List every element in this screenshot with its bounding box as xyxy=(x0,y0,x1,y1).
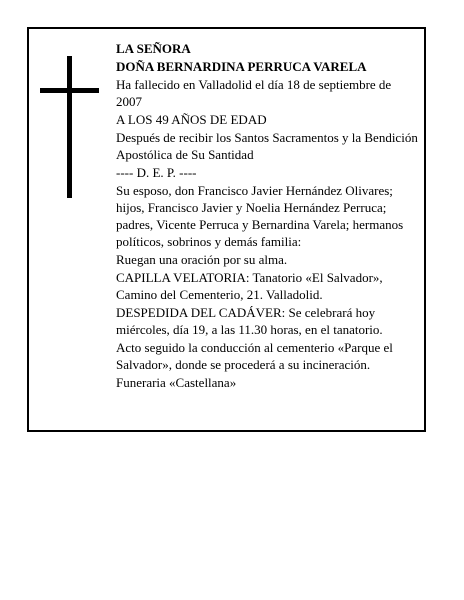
cross-horizontal-bar xyxy=(40,88,99,93)
prayer-request: Ruegan una oración por su alma. xyxy=(116,252,288,267)
funeral-home: Funeraria «Castellana» xyxy=(116,375,237,390)
farewell-info: DESPEDIDA DEL CADÁVER: Se celebrará hoy miércoles, día 19, a las 11.30 horas, en el tanatorio. xyxy=(116,305,383,337)
family-list: Su esposo, don Francisco Javier Hernández Olivares; hijos, Francisco Javier y Noelia Hernández Perruca; padres, Vicente Perruca y Bernardina Varela; hermanos políticos, sobrinos y demás familia: xyxy=(116,183,404,249)
obituary-notice xyxy=(27,27,426,432)
rip-line: ---- D. E. P. ---- xyxy=(116,165,197,180)
chapel-info: CAPILLA VELATORIA: Tanatorio «El Salvador», Camino del Cementerio, 21. Valladolid. xyxy=(116,270,383,302)
sacraments-statement: Después de recibir los Santos Sacramentos y la Bendición Apostólica de Su Santidad xyxy=(116,130,418,162)
notice-body xyxy=(116,40,420,392)
deceased-name: DOÑA BERNARDINA PERRUCA VARELA xyxy=(116,59,367,74)
title-line-1: LA SEÑORA xyxy=(116,41,191,56)
death-statement: Ha fallecido en Valladolid el día 18 de septiembre de 2007 xyxy=(116,77,392,109)
age-statement: A LOS 49 AÑOS DE EDAD xyxy=(116,112,267,127)
cross-vertical-bar xyxy=(67,56,72,198)
cross-icon xyxy=(40,56,99,198)
procession-info: Acto seguido la conducción al cementerio «Parque el Salvador», donde se procederá a su incineración. xyxy=(116,340,393,372)
